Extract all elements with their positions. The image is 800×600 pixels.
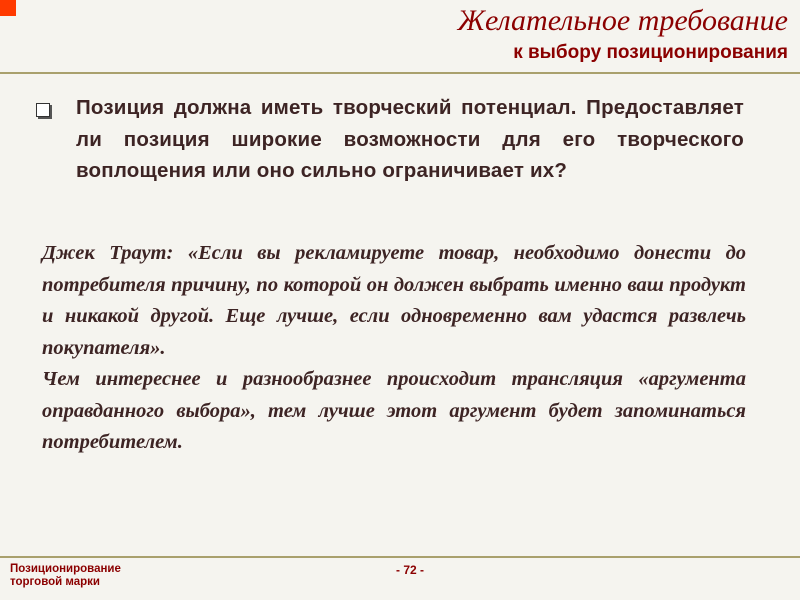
corner-square-decoration bbox=[0, 0, 16, 16]
slide-subtitle: к выбору позиционирования bbox=[513, 42, 788, 63]
quote-block bbox=[42, 238, 746, 459]
footer-caption bbox=[10, 563, 121, 589]
page-number: - 72 - bbox=[395, 563, 424, 577]
quote-paragraph-2: Чем интереснее и разнообразнее происходит трансляция «аргумента оправданного выбора», тем лучше этот аргумент будет запоминаться потребителем. bbox=[42, 368, 746, 453]
slide-title: Желательное требование bbox=[457, 4, 788, 37]
bullet-text: Позиция должна иметь творческий потенциал. Предоставляет ли позиция широкие возможности для его творческого воплощения или оно сильно ограничивает их? bbox=[76, 96, 744, 182]
checkbox-bullet-icon bbox=[36, 103, 50, 117]
footer-caption-line-1: Позиционирование bbox=[10, 563, 121, 575]
top-divider bbox=[0, 72, 800, 74]
bottom-divider bbox=[0, 556, 800, 558]
footer-caption-line-2: торговой марки bbox=[10, 576, 101, 588]
quote-paragraph-1: Джек Траут: «Если вы рекламируете товар, необходимо донести до потребителя причину, по которой он должен выбрать именно ваш продукт и никакой другой. Еще лучше, если одновременно вам удастся развлечь покупателя». bbox=[42, 242, 746, 359]
